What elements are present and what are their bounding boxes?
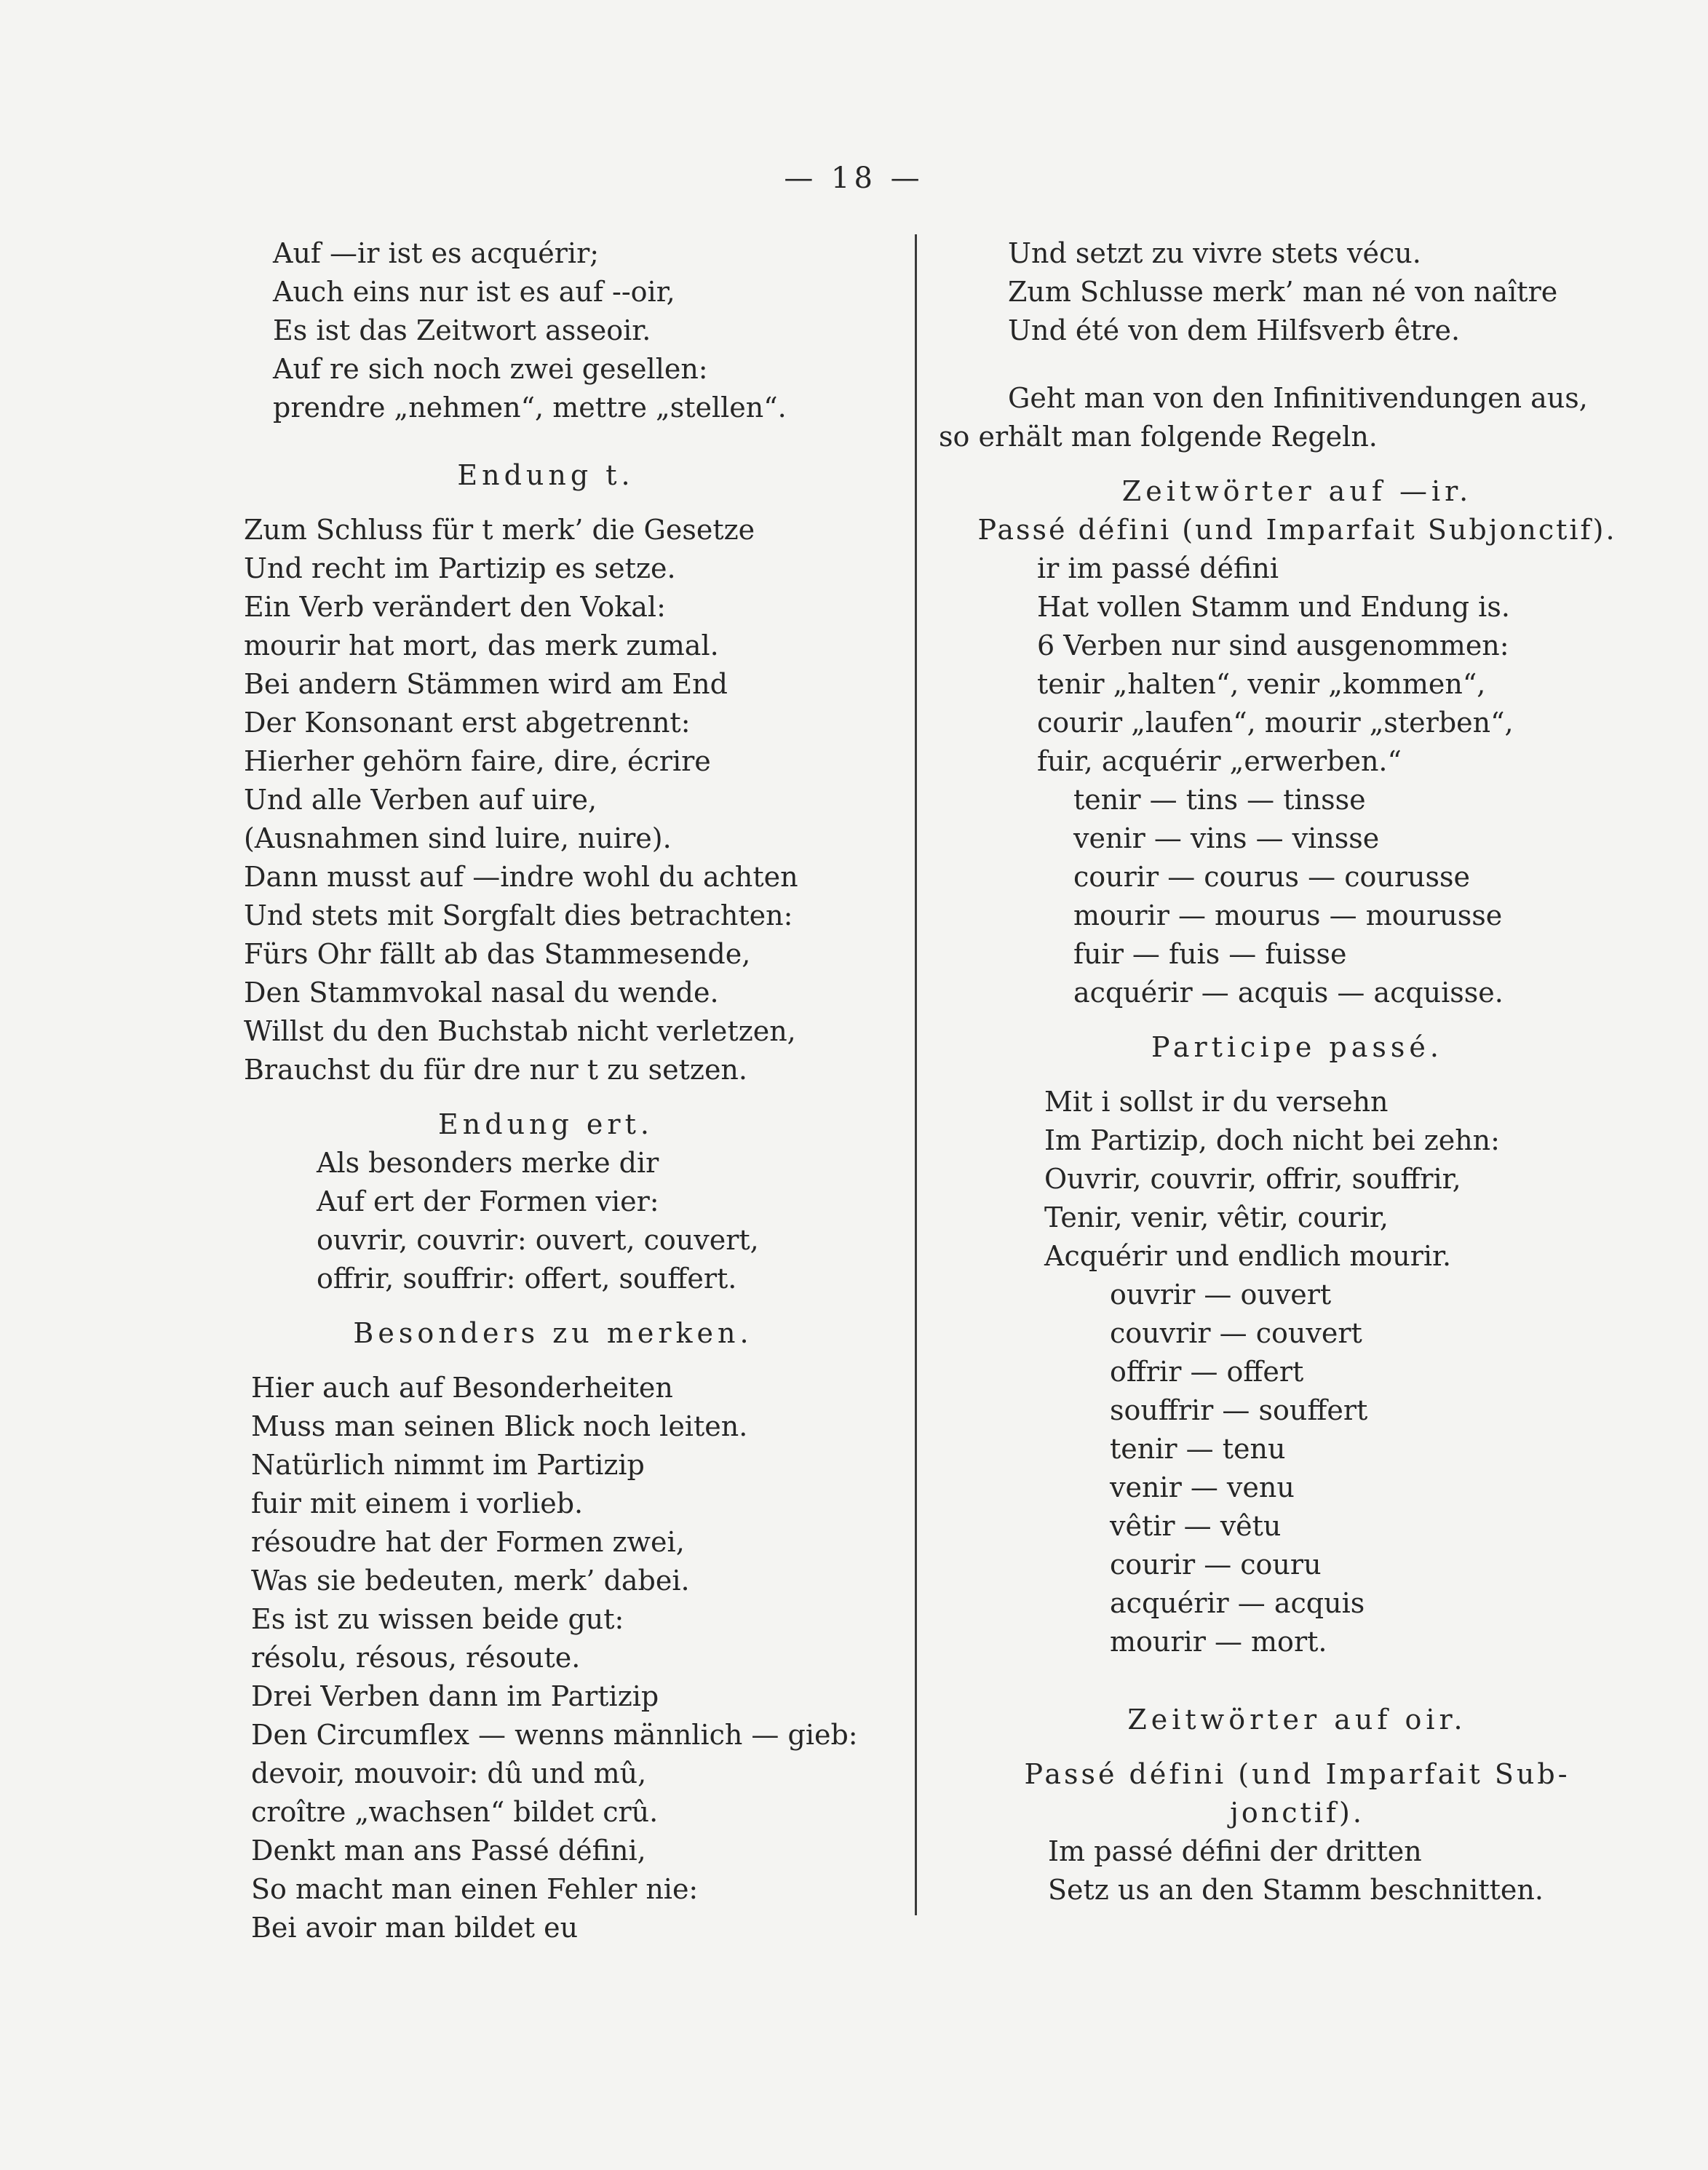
form-line: vêtir — vêtu	[1110, 1510, 1282, 1542]
prose-line: Geht man von den Infinitivendungen aus,	[1008, 382, 1588, 414]
form-line: souffrir — souffert	[1110, 1394, 1368, 1426]
verse-block-participe	[1044, 1083, 1656, 1276]
section-heading-zeitwoerter-oir: Zeitwörter auf oir.	[1127, 1704, 1467, 1736]
section-heading-endung-t: Endung t.	[457, 459, 635, 491]
form-line: acquérir — acquis — acquisse.	[1073, 977, 1504, 1009]
verse-line: offrir, souffrir: offert, souffert.	[317, 1263, 737, 1295]
verse-line: fuir mit einem i vorlieb.	[251, 1487, 584, 1519]
verse-line: Ein Verb verändert den Vokal:	[244, 591, 666, 623]
verse-block-ir	[273, 234, 917, 427]
verse-line: Und recht im Partizip es setze.	[244, 552, 676, 584]
verse-line: Und été von dem Hilfsverb être.	[1008, 314, 1461, 346]
form-line: mourir — mort.	[1110, 1626, 1327, 1658]
verse-block-ert	[317, 1144, 917, 1298]
verse-line: Mit i sollst ir du versehn	[1044, 1086, 1389, 1118]
verse-line: Und alle Verben auf uire,	[244, 784, 597, 816]
form-line: mourir — mourus — mourusse	[1073, 899, 1503, 931]
verse-line: (Ausnahmen sind luire, nuire).	[244, 822, 672, 854]
verse-line: Im passé défini der dritten	[1048, 1835, 1422, 1867]
right-column	[939, 234, 1656, 1909]
verse-line: 6 Verben nur sind ausgenommen:	[1037, 629, 1509, 661]
verse-line: résoudre hat der Formen zwei,	[251, 1526, 685, 1558]
form-line: offrir — offert	[1110, 1356, 1304, 1388]
verse-line: Bei avoir man bildet eu	[251, 1912, 579, 1944]
verse-line: Ouvrir, couvrir, offrir, souffrir,	[1044, 1163, 1461, 1195]
form-line: ouvrir — ouvert	[1110, 1279, 1332, 1311]
verse-line: Es ist das Zeitwort asseoir.	[273, 314, 651, 346]
verse-line: devoir, mouvoir: dû und mû,	[251, 1757, 647, 1789]
verse-line: Dann musst auf —indre wohl du achten	[244, 861, 798, 893]
verse-line: mourir hat mort, das merk zumal.	[244, 629, 719, 661]
section-heading-passe-defini-ir: Passé défini (und Imparfait Subjonctif).	[977, 514, 1617, 546]
verse-line: courir „laufen“, mourir „sterben“,	[1037, 707, 1514, 739]
verse-block-continued	[1008, 234, 1656, 350]
verse-line: croître „wachsen“ bildet crû.	[251, 1796, 659, 1828]
verse-line: Fürs Ohr fällt ab das Stammesende,	[244, 938, 751, 970]
verse-line: Bei andern Stämmen wird am End	[244, 668, 728, 700]
verse-line: Brauchst du für dre nur t zu setzen.	[244, 1054, 747, 1086]
verse-line: Zum Schluss für t merk’ die Gesetze	[244, 514, 755, 546]
verse-line: Es ist zu wissen beide gut:	[251, 1603, 624, 1635]
verse-line: Muss man seinen Blick noch leiten.	[251, 1410, 748, 1442]
form-line: tenir — tenu	[1110, 1433, 1286, 1465]
verse-block-besonders	[251, 1369, 917, 1947]
section-heading-passe-defini-oir: Passé défini (und Imparfait Sub-	[1024, 1758, 1570, 1790]
form-line: couvrir — couvert	[1110, 1317, 1362, 1349]
verse-block-t	[244, 511, 917, 1089]
verse-line: Acquérir und endlich mourir.	[1044, 1240, 1452, 1272]
verse-line: tenir „halten“, venir „kommen“,	[1037, 668, 1486, 700]
verse-line: Und stets mit Sorgfalt dies betrachten:	[244, 899, 793, 931]
verse-line: Den Circumflex — wenns männlich — gieb:	[251, 1719, 858, 1751]
verse-line: Hat vollen Stamm und Endung is.	[1037, 591, 1510, 623]
verse-line: ouvrir, couvrir: ouvert, couvert,	[317, 1224, 759, 1256]
form-line: courir — courus — courusse	[1073, 861, 1470, 893]
form-line: fuir — fuis — fuisse	[1073, 938, 1347, 970]
verse-line: Im Partizip, doch nicht bei zehn:	[1044, 1124, 1500, 1156]
form-line: courir — couru	[1110, 1549, 1322, 1581]
verse-line: Natürlich nimmt im Partizip	[251, 1449, 645, 1481]
section-heading-passe-defini-oir-cont: jonctif).	[1230, 1797, 1365, 1829]
verse-line: ir im passé défini	[1037, 552, 1279, 584]
prose-line: so erhält man folgende Regeln.	[939, 421, 1378, 453]
verse-block-oir	[1048, 1832, 1656, 1909]
form-line: venir — vins — vinsse	[1073, 822, 1380, 854]
verse-line: Was sie bedeuten, merk’ dabei.	[251, 1565, 690, 1597]
section-heading-endung-ert: Endung ert.	[438, 1108, 654, 1140]
verse-line: Drei Verben dann im Partizip	[251, 1680, 659, 1712]
form-line: tenir — tins — tinsse	[1073, 784, 1366, 816]
verse-line: Zum Schlusse merk’ man né von naître	[1008, 276, 1558, 308]
verse-line: Willst du den Buchstab nicht verletzen,	[244, 1015, 796, 1047]
verse-line: Auf ert der Formen vier:	[317, 1185, 659, 1217]
left-column	[233, 234, 917, 1947]
verse-line: Der Konsonant erst abgetrennt:	[244, 707, 691, 739]
prose-paragraph	[939, 379, 1656, 456]
section-heading-besonders: Besonders zu merken.	[353, 1317, 753, 1349]
verse-line: Als besonders merke dir	[317, 1147, 659, 1179]
verse-line: Tenir, venir, vêtir, courir,	[1044, 1201, 1389, 1233]
verse-line: Und setzt zu vivre stets vécu.	[1008, 237, 1421, 269]
verse-block-passe-ir	[1037, 549, 1656, 781]
verse-line: Denkt man ans Passé défini,	[251, 1835, 646, 1867]
section-heading-zeitwoerter-ir: Zeitwörter auf —ir.	[1121, 475, 1473, 507]
form-line: venir — venu	[1110, 1471, 1295, 1503]
verse-line: Hierher gehörn faire, dire, écrire	[244, 745, 711, 777]
form-line: acquérir — acquis	[1110, 1587, 1365, 1619]
conjugation-forms-participe	[1110, 1276, 1656, 1661]
verse-line: prendre „nehmen“, mettre „stellen“.	[273, 392, 787, 424]
verse-line: Auf —ir ist es acquérir;	[273, 237, 600, 269]
page-number: — 18 —	[784, 162, 924, 195]
verse-line: Setz us an den Stamm beschnitten.	[1048, 1874, 1544, 1906]
verse-line: fuir, acquérir „erwerben.“	[1037, 745, 1402, 777]
verse-line: Hier auch auf Besonderheiten	[251, 1372, 673, 1404]
conjugation-forms-passe	[1073, 781, 1656, 1012]
section-heading-participe-passe: Participe passé.	[1151, 1031, 1443, 1063]
verse-line: Den Stammvokal nasal du wende.	[244, 977, 719, 1009]
verse-line: So macht man einen Fehler nie:	[251, 1873, 699, 1905]
verse-line: résolu, résous, résoute.	[251, 1642, 581, 1674]
verse-line: Auch eins nur ist es auf --oir,	[273, 276, 675, 308]
verse-line: Auf re sich noch zwei gesellen:	[273, 353, 708, 385]
